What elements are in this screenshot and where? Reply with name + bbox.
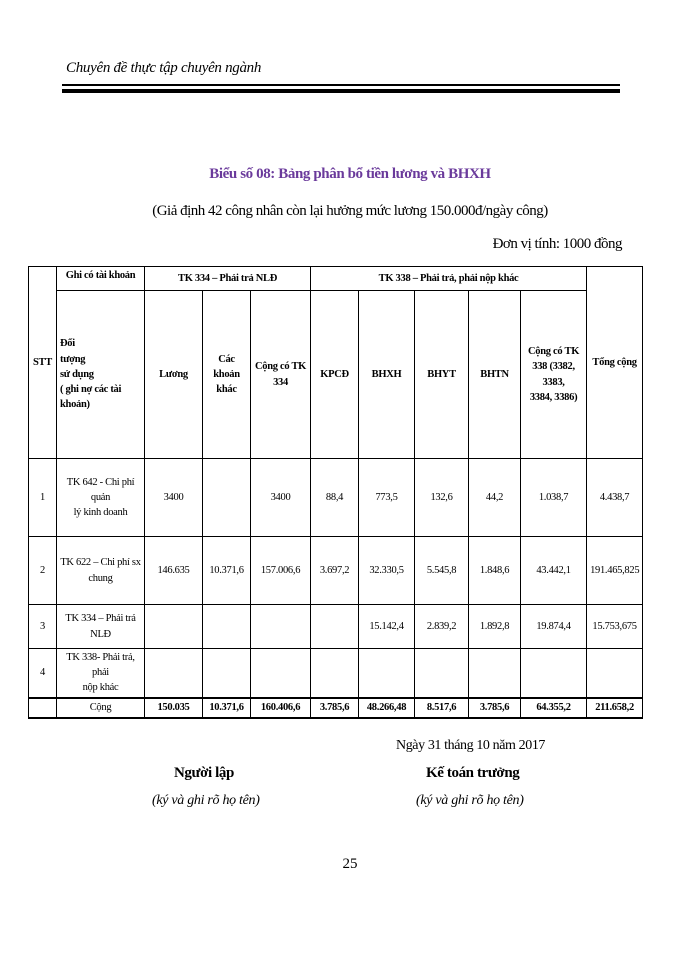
cell-bhtn: 44,2 xyxy=(469,459,521,537)
cell-tong: 4.438,7 xyxy=(587,459,643,537)
header-line: 334 xyxy=(273,376,288,388)
cell-bhyt: 132,6 xyxy=(415,459,469,537)
header-line: 3384, 3386) xyxy=(529,391,578,403)
table-row xyxy=(29,649,643,698)
table-row xyxy=(29,537,643,605)
header-line: 338 (3382, 3383, xyxy=(532,361,575,388)
header-kpcd: KPCĐ xyxy=(311,291,359,459)
cell-stt: 3 xyxy=(29,605,57,649)
salary-allocation-table xyxy=(28,266,643,719)
cell-khac xyxy=(203,459,251,537)
cell-total-tong: 211.658,2 xyxy=(587,698,643,718)
header-bhtn: BHTN xyxy=(469,291,521,459)
cell-tong: 15.753,675 xyxy=(587,605,643,649)
cell-total-kpcd: 3.785,6 xyxy=(311,698,359,718)
cell-total-khac: 10.371,6 xyxy=(203,698,251,718)
cell-account xyxy=(57,459,145,537)
cell-cong334: 157.006,6 xyxy=(251,537,311,605)
cell-khac xyxy=(203,649,251,698)
cell-stt: 2 xyxy=(29,537,57,605)
header-rule xyxy=(62,84,620,86)
cell-cong338: 19.874,4 xyxy=(521,605,587,649)
cell-account xyxy=(57,605,145,649)
cell-account-line: TK 642 - Chi phí quản xyxy=(66,476,135,503)
cell-total-bhyt: 8.517,6 xyxy=(415,698,469,718)
cell-total-label: Cộng xyxy=(57,698,145,718)
header-tk334: TK 334 – Phải trả NLĐ xyxy=(145,267,311,291)
cell-kpcd xyxy=(311,649,359,698)
cell-account-line: TK 622 – Chi phí sx xyxy=(60,557,141,569)
header-tk338: TK 338 – Phải trả, phải nộp khác xyxy=(311,267,587,291)
cell-khac xyxy=(203,605,251,649)
header-line: Các khoản xyxy=(213,353,240,380)
header-doi-tuong-line: Đối xyxy=(60,338,75,350)
preparer-title: Người lập xyxy=(174,765,234,781)
cell-bhxh: 32.330,5 xyxy=(359,537,415,605)
table-total-row xyxy=(29,698,643,718)
table-subtitle: (Giả định 42 công nhân còn lại hưởng mức lương 150.000đ/ngày công) xyxy=(152,203,548,219)
header-tong-cong: Tổng cộng xyxy=(587,267,643,459)
cell-luong: 3400 xyxy=(145,459,203,537)
header-doi-tuong-line: khoản) xyxy=(60,399,90,411)
header-doi-tuong-line: ( ghi nợ các tài xyxy=(60,384,122,396)
page-number: 25 xyxy=(342,856,358,872)
header-line: Cộng có TK xyxy=(528,346,580,358)
document-header: Chuyên đề thực tập chuyên ngành xyxy=(66,60,262,76)
cell-total-cong334: 160.406,6 xyxy=(251,698,311,718)
header-luong: Lương xyxy=(145,291,203,459)
cell-cong334: 3400 xyxy=(251,459,311,537)
cell-cong334 xyxy=(251,649,311,698)
cell-cong338 xyxy=(521,649,587,698)
cell-kpcd: 3.697,2 xyxy=(311,537,359,605)
header-cong-co-tk338 xyxy=(521,291,587,459)
cell-stt: 1 xyxy=(29,459,57,537)
cell-bhxh xyxy=(359,649,415,698)
table-row xyxy=(29,605,643,649)
cell-luong xyxy=(145,605,203,649)
header-stt: STT xyxy=(29,267,57,459)
cell-kpcd: 88,4 xyxy=(311,459,359,537)
cell-luong xyxy=(145,649,203,698)
chief-accountant-title: Kế toán trưởng xyxy=(426,765,520,781)
cell-bhyt: 5.545,8 xyxy=(415,537,469,605)
table-row xyxy=(29,459,643,537)
cell-account xyxy=(57,649,145,698)
cell-account-line: TK 338- Phải trả, phải xyxy=(66,652,135,679)
cell-bhtn: 1.892,8 xyxy=(469,605,521,649)
cell-khac: 10.371,6 xyxy=(203,537,251,605)
signing-date: Ngày 31 tháng 10 năm 2017 xyxy=(396,738,546,753)
cell-kpcd xyxy=(311,605,359,649)
header-line: khác xyxy=(216,384,237,396)
cell-luong: 146.635 xyxy=(145,537,203,605)
unit-label: Đơn vị tính: 1000 đồng xyxy=(492,236,622,252)
cell-tong: 191.465,825 xyxy=(587,537,643,605)
cell-account xyxy=(57,537,145,605)
cell-total-bhtn: 3.785,6 xyxy=(469,698,521,718)
header-line: Cộng có TK xyxy=(254,361,307,373)
table-title: Biểu số 08: Bảng phân bổ tiền lương và BHXH xyxy=(209,166,491,182)
cell-bhxh: 773,5 xyxy=(359,459,415,537)
cell-tong xyxy=(587,649,643,698)
cell-bhyt: 2.839,2 xyxy=(415,605,469,649)
cell-total-luong: 150.035 xyxy=(145,698,203,718)
header-cac-khoan-khac xyxy=(203,291,251,459)
cell-cong338: 1.038,7 xyxy=(521,459,587,537)
header-doi-tuong xyxy=(57,291,145,459)
cell-total-bhxh: 48.266,48 xyxy=(359,698,415,718)
header-ghi-co: Ghi có tài khoản xyxy=(57,267,145,291)
header-bhyt: BHYT xyxy=(415,291,469,459)
cell-account-line: TK 334 – Phải trả xyxy=(65,613,136,625)
preparer-note: (ký và ghi rõ họ tên) xyxy=(152,793,260,808)
cell-account-line: lý kinh doanh xyxy=(73,507,128,519)
cell-bhyt xyxy=(415,649,469,698)
cell-cong334 xyxy=(251,605,311,649)
cell-total-cong338: 64.355,2 xyxy=(521,698,587,718)
header-doi-tuong-line: tượng xyxy=(60,353,86,365)
header-bhxh: BHXH xyxy=(359,291,415,459)
chief-accountant-note: (ký và ghi rõ họ tên) xyxy=(416,793,524,808)
cell-cong338: 43.442,1 xyxy=(521,537,587,605)
cell-bhtn: 1.848,6 xyxy=(469,537,521,605)
header-cong-co-tk334 xyxy=(251,291,311,459)
cell-account-line: nộp khác xyxy=(82,682,119,694)
cell-account-line: NLĐ xyxy=(90,628,111,640)
cell-stt: 4 xyxy=(29,649,57,698)
header-rule-thick xyxy=(62,89,620,93)
cell-bhtn xyxy=(469,649,521,698)
header-doi-tuong-line: sử dụng xyxy=(60,368,94,380)
cell-empty xyxy=(29,698,57,718)
cell-account-line: chung xyxy=(88,572,113,584)
cell-bhxh: 15.142,4 xyxy=(359,605,415,649)
